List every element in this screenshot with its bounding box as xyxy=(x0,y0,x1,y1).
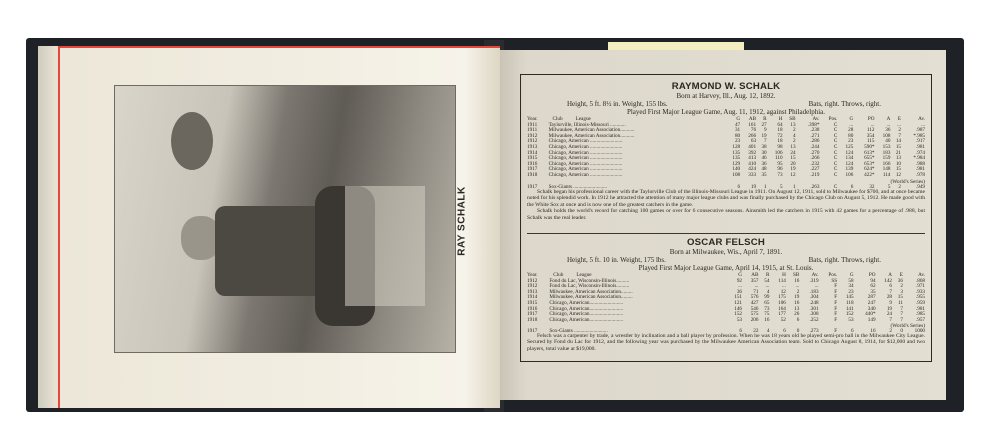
birth-info: Born at Harvey, Ill., Aug. 12, 1892. xyxy=(676,92,776,100)
bio-paragraph: Schalk began his professional career with the Taylorville Club of the Illinois-Missouri League in 1911. On August 12, 1911, sold to Milwaukee for $700, and at once became noted for his splendid work. In 1912 he attracted the attention of many major league clubs and was finally purchased by the Chicago Club on August 5, 1912. He made good with the White Sox at once and is now one of the greatest catchers in the game. xyxy=(527,189,925,208)
birth-info: Born at Milwaukee, Wis., April 7, 1891. xyxy=(669,248,783,256)
table-row: 1915 Chicago, American.......................... 121 427 65 106 16 .248 F 118 247 9 11 .959 xyxy=(527,299,925,306)
world-series-label: (World's Series) xyxy=(890,323,925,330)
height-weight: Height, 5 ft. 8½ in. Weight, 155 lbs. xyxy=(567,100,668,108)
world-series-label: (World's Series) xyxy=(890,178,925,185)
table-row: 1917 Chicago, American ......................... 140 424 48 96 19 .227 C 139 624* 148 15 .981 xyxy=(527,166,925,173)
table-row: 1918 Chicago, American ......................... 108 333 35 73 12 .219 C 106 422* 114 12 .978 xyxy=(527,171,925,178)
bio-paragraph: Felsch was a carpenter by trade, a wrestler by inclination and a ball player by profession. When he was 18 years old he played semi-pro ball in the Milwaukee City League. Secured by Fond du Lac for 1912, and the following year was purchased by the Milwaukee American Association team. Sold to Chicago August 8, 1914, for $12,000 and two players, total value at $19,000. xyxy=(527,333,925,352)
table-row: 1912 Fond du Lac, Wisconsin-Illinois.......... ... ... ... ... ... ... F 34 62 6 2 .971 xyxy=(527,283,925,290)
stats-table-felsch xyxy=(527,273,925,335)
bats-throws: Bats, right. Throws, right. xyxy=(808,100,881,108)
stats-card xyxy=(520,74,932,362)
bio-paragraph: Schalk holds the world's record for catching 100 games or over for 6 consecutive seasons. Ainsmith led the catchers in 1915 with 42 games for a percentage of .988, but Schalk was the real leader. xyxy=(527,208,925,221)
player-photo xyxy=(114,85,456,353)
table-row: 1916 Chicago, American ......................... 129 410 36 95 20 .232 C 124 653* 166 10 .988 xyxy=(527,160,925,167)
table-row: 1914 Chicago, American ......................... 135 392 30 106 24 .270 C 124 613* 183 21 .974 xyxy=(527,149,925,156)
table-row: 1917 Sox-Giants .......................... 6 22 4 6 0 .273 F 6 16 2 0 1000 xyxy=(527,328,925,335)
photo-caption: RAY SCHALK xyxy=(456,186,468,256)
player-name: RAYMOND W. SCHALK xyxy=(671,81,781,92)
bio-paragraphs-schalk xyxy=(527,189,925,221)
first-game: Played First Major League Game, April 14, 1915, at St. Louis. xyxy=(638,264,814,272)
bio-paragraphs-felsch xyxy=(527,333,925,352)
table-row: 1917 Chicago, American.......................... 152 575 75 177 26 .308 F 152 440* 24 7 .985 xyxy=(527,311,925,318)
table-row: 1912 Chicago, American ......................... 23 63 7 18 2 .286 C 23 115 40 14 .917 xyxy=(527,138,925,145)
stats-table-schalk xyxy=(527,117,925,190)
table-row: 1915 Chicago, American ......................... 135 413 46 110 15 .266 C 134 655* 159 13 *.984 xyxy=(527,155,925,162)
player-bio-schalk xyxy=(521,81,931,116)
table-row: 1916 Chicago, American.......................... 146 546 73 164 13 .301 F 141 340 19 7 .981 xyxy=(527,305,925,312)
height-weight: Height, 5 ft. 10 in. Weight, 175 lbs. xyxy=(567,256,666,264)
table-row: 1913 Chicago, American ......................... 128 401 38 98 13 .244 C 125 590* 153 15 .981 xyxy=(527,143,925,150)
table-header: Year. Club League G AB R H SB Av. Pos. G PO A E Av. xyxy=(527,116,925,122)
table-header: Year. Club League G AB R H SB Av. Pos. G PO A E Av. xyxy=(527,272,925,278)
player-bio-felsch xyxy=(521,237,931,272)
table-row: 1912 Milwaukee, American Association........... 80 266 19 72 4 .271 C 80 354 108 7 *.985 xyxy=(527,132,925,139)
table-row: 1912 Fond du Lac, Wisconsin-Illinois.......... 92 357 54 114 16 .319 SS 58 94 142 36 .868 xyxy=(527,277,925,284)
table-row: 1917 Sox-Giants .......................... 6 19 1 5 1 .263 C 6 32 5 2 .949 xyxy=(527,183,925,190)
divider xyxy=(527,233,925,234)
table-row: 1914 Milwaukee, American Association......... 151 576 99 175 19 .304 F 145 287 28 15 .955 xyxy=(527,294,925,301)
table-row: 1911 Milwaukee, American Association........... 31 76 9 18 2 .238 C 28 112 36 2 .987 xyxy=(527,127,925,134)
bats-throws: Bats, right. Throws, right. xyxy=(808,256,881,264)
table-row: 1913 Milwaukee, American Association......... 36 71 4 12 2 .183 F 23 35 7 3 .933 xyxy=(527,288,925,295)
table-row: 1911 Taylorville, Illinois-Missouri ............ 47 161 27 64 13 .398* C ... ... ... ... ... xyxy=(527,121,925,128)
first-game: Played First Major League Game, Aug. 11, 1912, against Philadelphia. xyxy=(626,108,826,116)
table-row: 1918 Chicago, American.......................... 53 206 16 52 6 .252 F 53 149 7 7 .957 xyxy=(527,316,925,323)
player-name: OSCAR FELSCH xyxy=(686,237,766,248)
